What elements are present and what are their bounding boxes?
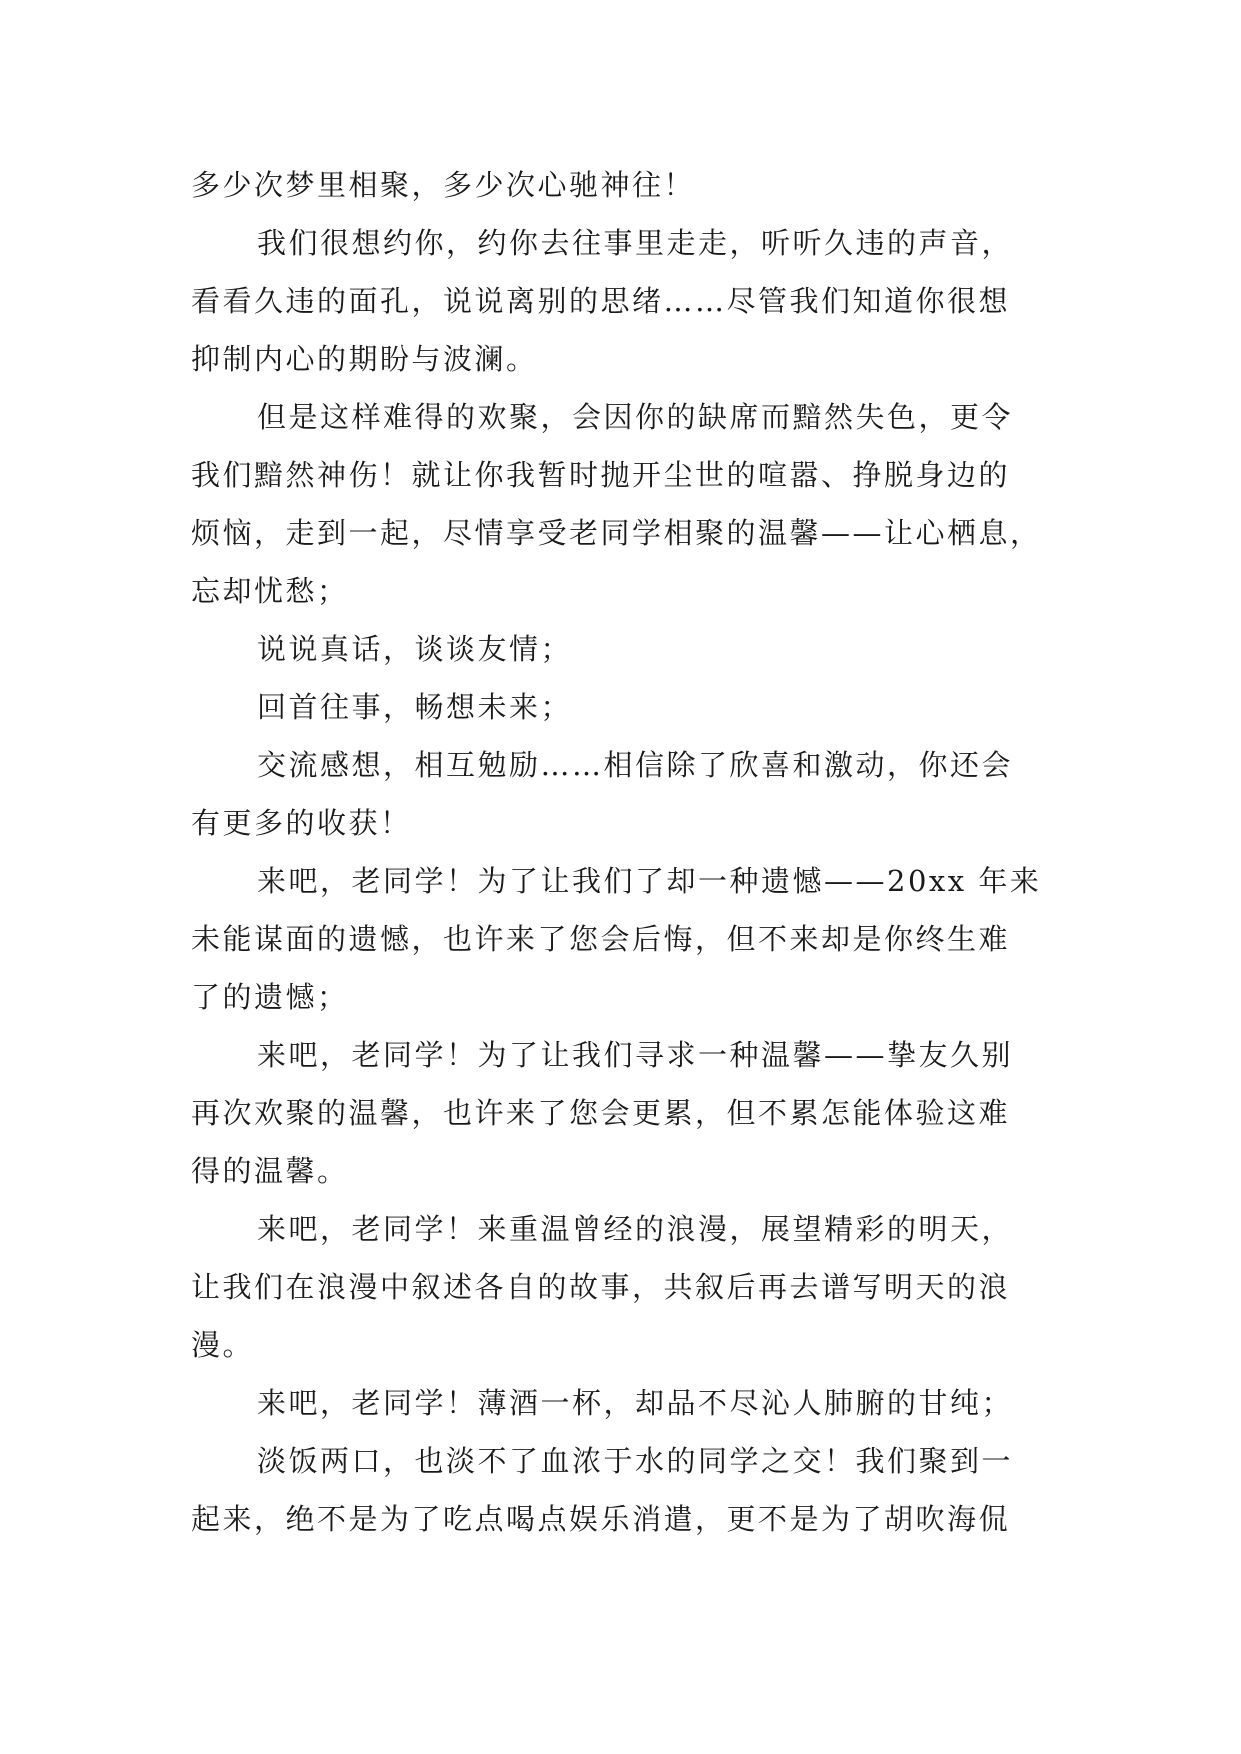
body-text <box>191 156 1051 1548</box>
text-line: 但是这样难得的欢聚，会因你的缺席而黯然失色，更令 <box>257 400 1014 434</box>
text-line: 我们很想约你，约你去往事里走走，听听久违的声音， <box>257 226 1014 260</box>
text-line: 交流感想，相互勉励……相信除了欣喜和激动，你还会 <box>257 748 1014 782</box>
text-line: 来吧，老同学！来重温曾经的浪漫，展望精彩的明天， <box>257 1212 1014 1246</box>
text-line: 了的遗憾； <box>191 980 349 1014</box>
text-line: 让我们在浪漫中叙述各自的故事，共叙后再去谱写明天的浪 <box>191 1270 1011 1304</box>
text-line: 漫。 <box>191 1328 255 1362</box>
text-line: 我们黯然神伤！就让你我暂时抛开尘世的喧嚣、挣脱身边的 <box>191 458 1011 492</box>
text-line: 有更多的收获！ <box>191 806 412 840</box>
text-line: 抑制内心的期盼与波澜。 <box>191 342 538 376</box>
text-line: 淡饭两口，也淡不了血浓于水的同学之交！我们聚到一 <box>257 1444 1014 1478</box>
text-line: 看看久违的面孔，说说离别的思绪……尽管我们知道你很想 <box>191 284 1011 318</box>
text-line: 忘却忧愁； <box>191 574 349 608</box>
text-line: 说说真话，谈谈友情； <box>257 632 573 666</box>
text-line: 起来，绝不是为了吃点喝点娱乐消遣，更不是为了胡吹海侃 <box>191 1502 1011 1536</box>
text-line: 未能谋面的遗憾，也许来了您会后悔，但不来却是你终生难 <box>191 922 1011 956</box>
text-line: 来吧，老同学！为了让我们寻求一种温馨——挚友久别 <box>257 1038 1014 1072</box>
text-line: 多少次梦里相聚，多少次心驰神往！ <box>191 168 696 202</box>
text-line: 烦恼，走到一起，尽情享受老同学相聚的温馨——让心栖息， <box>191 516 1042 550</box>
text-line: 来吧，老同学！为了让我们了却一种遗憾——20xx 年来 <box>257 864 1042 898</box>
text-line: 再次欢聚的温馨，也许来了您会更累，但不累怎能体验这难 <box>191 1096 1011 1130</box>
text-line: 回首往事，畅想未来； <box>257 690 573 724</box>
text-line: 得的温馨。 <box>191 1154 349 1188</box>
text-line: 来吧，老同学！薄酒一杯，却品不尽沁人肺腑的甘纯； <box>257 1386 1014 1420</box>
